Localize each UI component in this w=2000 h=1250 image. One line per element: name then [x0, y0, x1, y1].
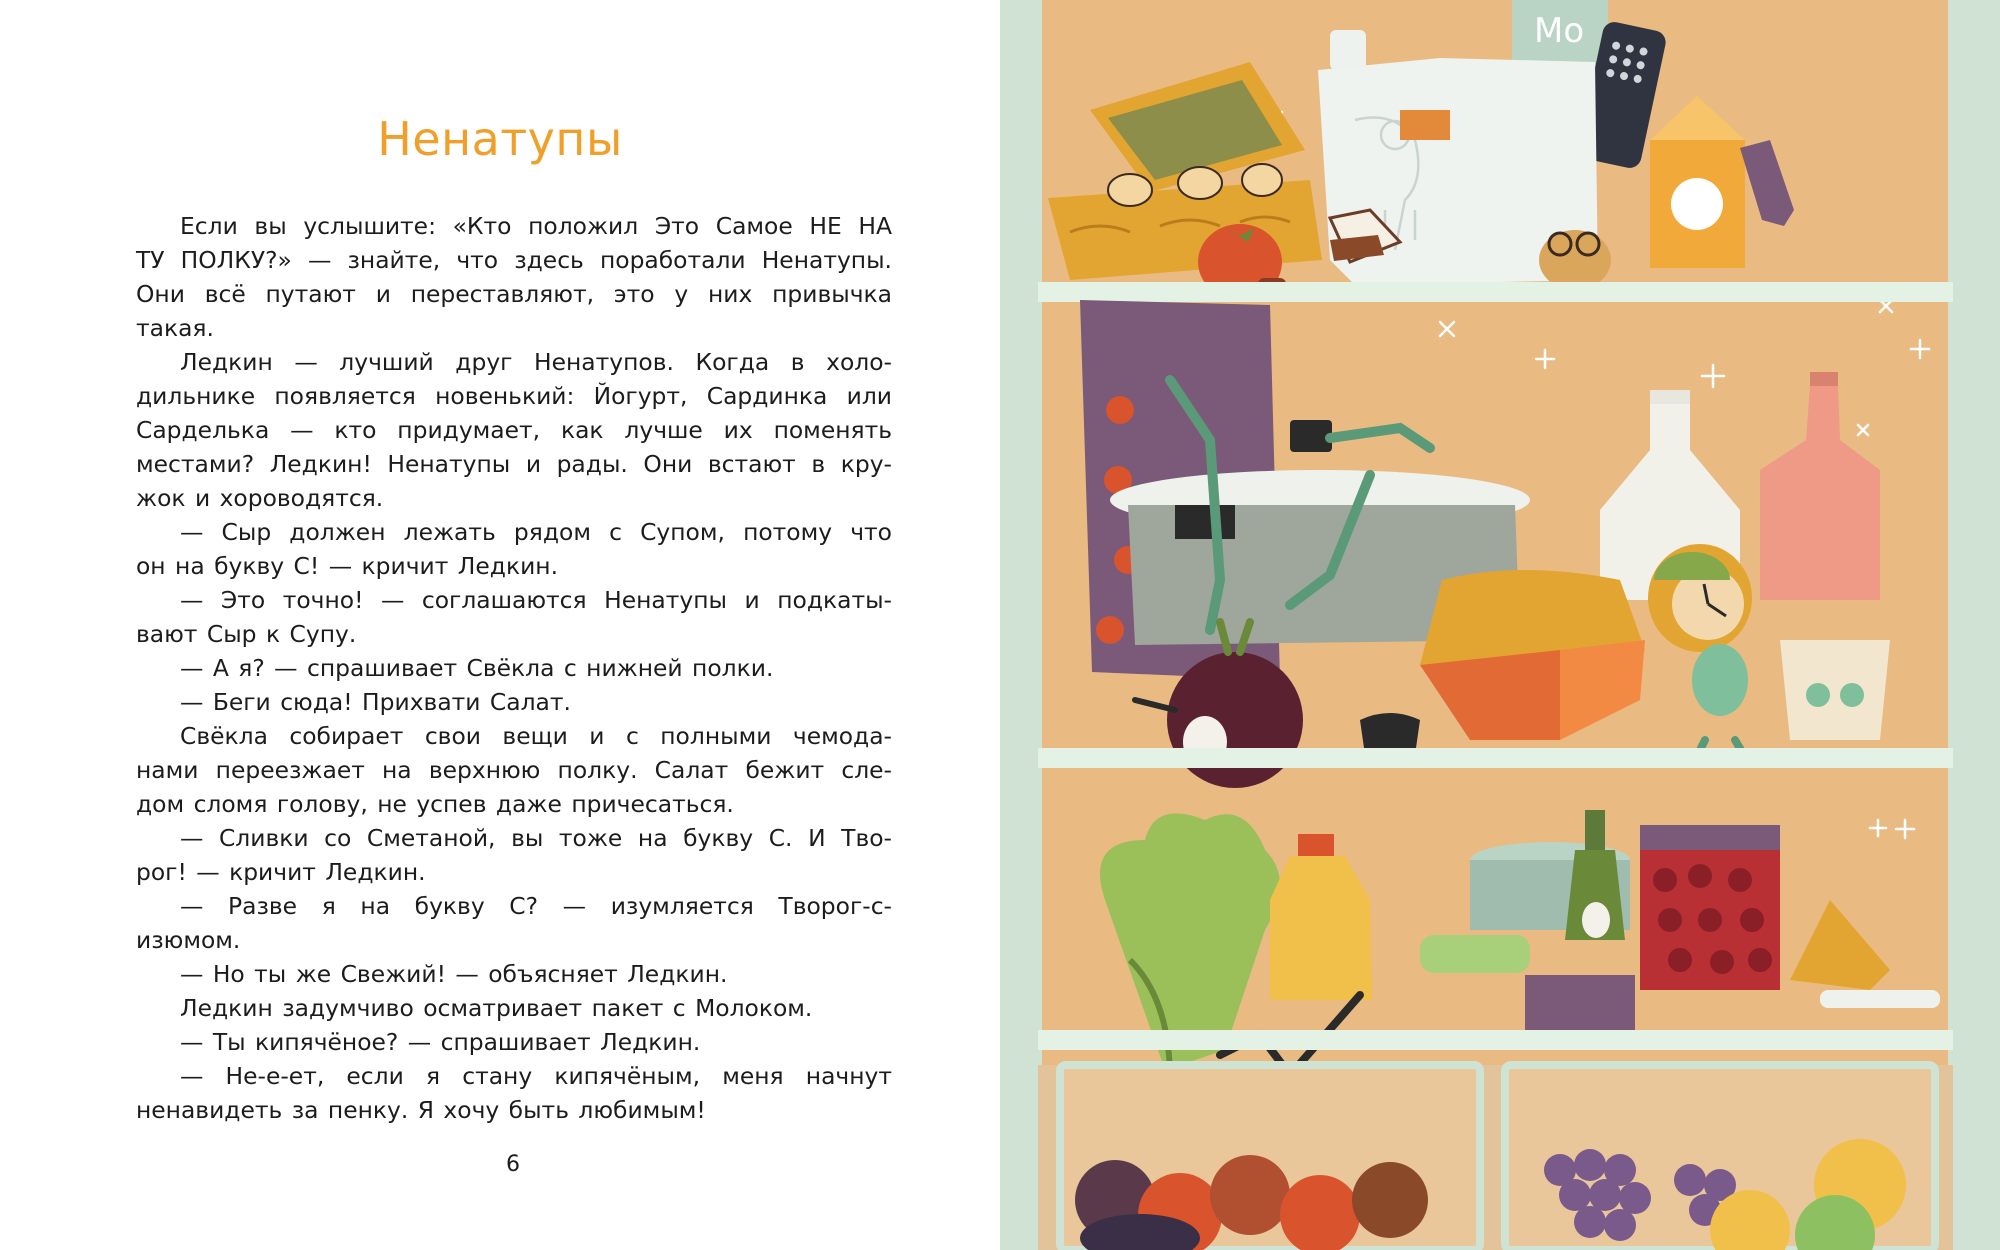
chapter-title: Ненатупы	[377, 112, 623, 166]
text-line: дильнике появляется новенький: Йогурт, Сардинка или	[136, 382, 892, 410]
purse	[1360, 713, 1420, 748]
shelf-middle	[1038, 748, 1953, 768]
cherry-jar	[1640, 825, 1780, 990]
yogurt-cup	[1780, 640, 1890, 740]
body-text	[136, 209, 892, 1127]
text-line: Сарделька — кто придумает, как лучше их поменять	[136, 416, 892, 444]
text-line: — Это точно! — соглашаются Ненатупы и подкаты-	[180, 586, 892, 614]
fridge-illustration-svg	[1000, 0, 2000, 1250]
milk-carton	[1512, 0, 1608, 66]
milk-carton-label: Мо	[1534, 11, 1585, 51]
cream-box	[1525, 975, 1635, 1030]
text-line: жок и хороводятся.	[136, 484, 384, 512]
text-line: ТУ ПОЛКУ?» — знайте, что здесь поработали Ненатупы.	[136, 246, 892, 274]
text-line: Ледкин задумчиво осматривает пакет с Молоком.	[180, 994, 813, 1022]
text-line: местами? Ледкин! Ненатупы и рады. Они встают в кру-	[136, 450, 892, 478]
text-line: — Не-е-ет, если я стану кипячёным, меня начнут	[180, 1062, 892, 1090]
text-line: Свёкла собирает свои вещи и с полными чемода-	[180, 722, 892, 750]
text-line: — Сливки со Сметаной, вы тоже на букву С. И Тво-	[180, 824, 892, 852]
fridge-left-wall	[1000, 0, 1042, 1250]
text-line: дом сломя голову, не успев даже причесаться.	[136, 790, 734, 818]
text-line: нами переезжает на верхнюю полку. Салат бежит сле-	[136, 756, 892, 784]
text-line: изюмом.	[136, 926, 241, 954]
text-line: — Беги сюда! Прихвати Салат.	[180, 688, 571, 716]
text-line: — Разве я на букву С? — изумляется Творог-с-	[180, 892, 892, 920]
text-line: — Но ты же Свежий! — объясняет Ледкин.	[180, 960, 728, 988]
potato-character	[1539, 230, 1611, 290]
leek	[1820, 990, 1940, 1008]
shelf-top	[1038, 282, 1953, 302]
text-line: ненавидеть за пенку. Я хочу быть любимым!	[136, 1096, 706, 1124]
text-line: такая.	[136, 314, 214, 342]
fridge-right-wall	[1948, 0, 2000, 1250]
text-line: — А я? — спрашивает Свёкла с нижней полки.	[180, 654, 774, 682]
text-line: рог! — кричит Ледкин.	[136, 858, 426, 886]
shelf-bottom	[1038, 1030, 1953, 1050]
page-number: 6	[506, 1152, 520, 1177]
text-line: — Ты кипячёное? — спрашивает Ледкин.	[180, 1028, 701, 1056]
text-line: — Сыр должен лежать рядом с Супом, потому что	[180, 518, 892, 546]
text-line: вают Сыр к Супу.	[136, 620, 357, 648]
orange-tin	[1400, 110, 1450, 140]
cucumber	[1420, 935, 1530, 973]
text-line: Они всё путают и переставляют, это у них привычка	[136, 280, 892, 308]
fridge-illustration	[1000, 0, 2000, 1250]
text-line: он на букву С! — кричит Ледкин.	[136, 552, 558, 580]
text-line: Ледкин — лучший друг Ненатупов. Когда в холо-	[180, 348, 892, 376]
text-line: Если вы услышите: «Кто положил Это Самое НЕ НА	[180, 212, 892, 240]
